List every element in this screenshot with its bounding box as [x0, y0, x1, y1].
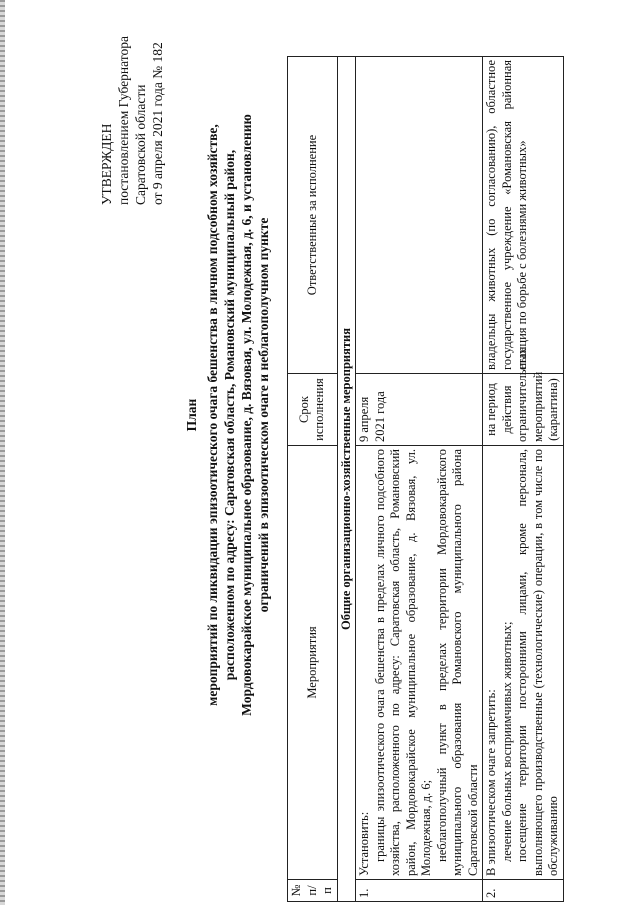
- header-number: № п/п: [288, 880, 338, 902]
- row-activity: [483, 446, 564, 880]
- activity-paragraph: неблагополучный пункт в пределах территории Мордовокарайского муниципального образования Романовского муниципального района Саратовской области: [434, 449, 480, 876]
- activity-paragraph: лечение больных восприимчивых животных;: [499, 621, 514, 862]
- document-heading: [183, 65, 272, 765]
- activity-lead: Установить:: [357, 811, 371, 876]
- document-title: План: [184, 398, 199, 432]
- approval-stamp: [98, 36, 166, 205]
- activity-paragraph: посещение территории посторонними лицами, кроме персонала, выполняющего производственные (технологические) операции, в том числе по обслуживанию: [515, 449, 560, 876]
- heading-line-2: расположенном по адресу: Саратовская область, Романовский муниципальный район,: [222, 149, 237, 681]
- approval-line-1: УТВЕРЖДЕН: [99, 123, 114, 205]
- section-row: [337, 57, 356, 902]
- header-activity: Мероприятия: [288, 446, 338, 880]
- activity-lead: В эпизоотическом очаге запретить:: [484, 689, 498, 876]
- header-term: Срок исполнения: [288, 374, 338, 446]
- heading-line-3: Мордовокарайское муниципальное образование, д. Вязовая, ул. Молодежная, д. 6, и установлению: [239, 114, 254, 716]
- approval-line-4: от 9 апреля 2021 года № 182: [150, 42, 165, 205]
- plan-table: [287, 56, 564, 902]
- heading-line-4: ограничений в эпизоотическом очаге и неблагополучном пункте: [256, 217, 271, 613]
- activity-paragraph: границы эпизоотического очага бешенства в пределах личного подсобного хозяйства, расположенного по адресу: Саратовская область, Романовский район, Мордовокарайское муниципальное образование, д. Вязовая, ул. Молодежная, д. 6;: [372, 449, 433, 876]
- row-responsible: владельцы животных (по согласованию), областное государственное учреждение «Романовская районная станция по борьбе с болезнями животных»: [483, 57, 564, 374]
- row-term: на период действия ограничительных мероприятий (карантина): [483, 374, 564, 446]
- table-row: [483, 57, 564, 902]
- row-number: 2.: [483, 880, 564, 902]
- heading-line-1: мероприятий по ликвидации эпизоотического очага бешенства в личном подсобном хозяйстве,: [205, 124, 220, 706]
- approval-line-3: Саратовской области: [133, 84, 148, 205]
- table-header-row: [288, 57, 338, 902]
- row-responsible: [356, 57, 483, 374]
- header-responsible: Ответственные за исполнение: [288, 57, 338, 374]
- section-title: Общие организационно-хозяйственные мероприятия: [337, 57, 356, 902]
- row-term: 9 апреля 2021 года: [356, 374, 483, 446]
- row-number: 1.: [356, 880, 483, 902]
- table-row: [356, 57, 483, 902]
- row-activity: [356, 446, 483, 880]
- approval-line-2: постановлением Губернатора: [116, 36, 131, 205]
